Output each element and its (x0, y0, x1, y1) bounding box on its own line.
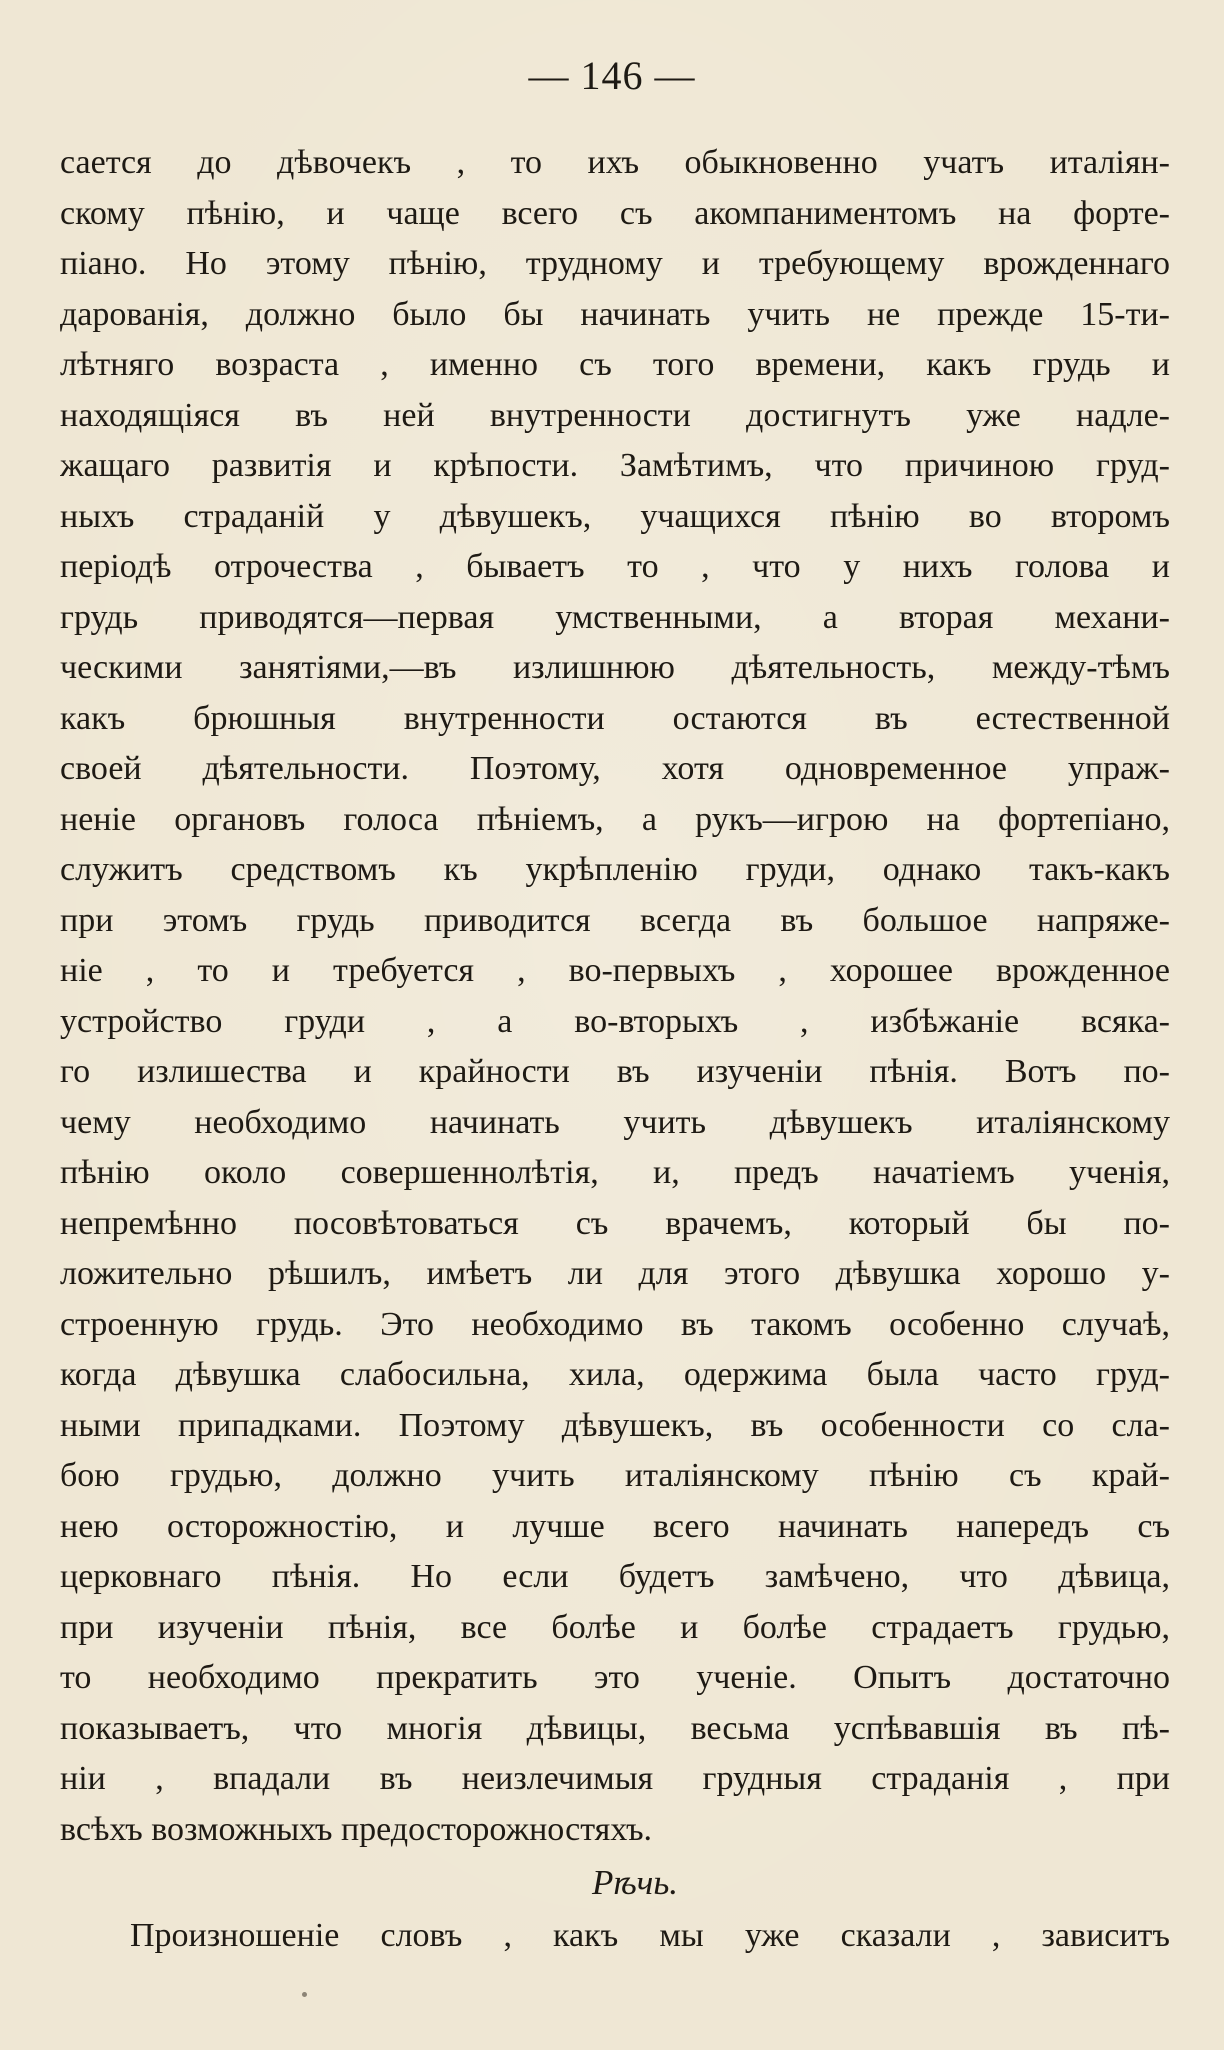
text-line: ложительно рѣшилъ, имѣетъ ли для этого дѣвушка хорошо у- (60, 1255, 1170, 1292)
text-line: ніе , то и требуется , во-первыхъ , хорошее врожденное (60, 952, 1170, 989)
text-line: церковнаго пѣнія. Но если будетъ замѣчено, что дѣвица, (60, 1558, 1170, 1595)
section-heading: Рѣчь. (591, 1863, 679, 1902)
text-line: ческими занятіями,—въ излишнюю дѣятельность, между-тѣмъ (60, 649, 1170, 686)
text-line: неніе органовъ голоса пѣніемъ, а рукъ—игрою на фортепіано, (60, 800, 1170, 838)
text-line: то необходимо прекратить это ученіе. Опытъ достаточно (60, 1659, 1170, 1696)
text-line: грудь приводятся—первая умственными, а вторая механи- (60, 598, 1170, 636)
section-first-line: Произношеніе словъ , какъ мы уже сказали , зависитъ (130, 1917, 1170, 1954)
text-line: ными припадками. Поэтому дѣвушекъ, въ особенности со сла- (60, 1406, 1170, 1444)
page-number: — 146 — (528, 53, 696, 98)
text-line: піано. Но этому пѣнію, трудному и требующему врожденнаго (60, 245, 1170, 282)
text-line: ныхъ страданій у дѣвушекъ, учащихся пѣнію во второмъ (60, 497, 1170, 535)
text-line: жащаго развитія и крѣпости. Замѣтимъ, что причиною груд- (60, 447, 1170, 484)
text-line: показываетъ, что многія дѣвицы, весьма успѣвавшія въ пѣ- (60, 1709, 1170, 1747)
text-line: дарованія, должно было бы начинать учить не прежде 15-ти- (60, 295, 1170, 333)
text-line: нею осторожностію, и лучше всего начинать напередъ съ (60, 1507, 1170, 1545)
text-line: чему необходимо начинать учить дѣвушекъ италіянскому (60, 1103, 1170, 1141)
print-speck (302, 1992, 307, 1997)
text-line: всѣхъ возможныхъ предосторожностяхъ. (60, 1810, 653, 1848)
text-line: устройство груди , а во-вторыхъ , избѣжаніе всяка- (60, 1002, 1170, 1040)
text-line: при этомъ грудь приводится всегда въ большое напряже- (60, 901, 1170, 939)
text-line: находящіяся въ ней внутренности достигнутъ уже надле- (60, 396, 1170, 434)
text-line: непремѣнно посовѣтоваться съ врачемъ, который бы по- (60, 1204, 1170, 1242)
text-line: бою грудью, должно учить италіянскому пѣнію съ край- (60, 1457, 1170, 1494)
text-line: лѣтняго возраста , именно съ того времени, какъ грудь и (60, 346, 1170, 383)
text-line: при изученіи пѣнія, все болѣе и болѣе страдаетъ грудью, (60, 1608, 1170, 1646)
text-line: ніи , впадали въ неизлечимыя грудныя страданія , при (60, 1760, 1170, 1797)
text-line: сается до дѣвочекъ , то ихъ обыкновенно учатъ италіян- (60, 144, 1170, 181)
text-line: своей дѣятельности. Поэтому, хотя одновременное упраж- (60, 750, 1170, 787)
text-line: го излишества и крайности въ изученіи пѣнія. Вотъ по- (60, 1053, 1170, 1090)
text-line: какъ брюшныя внутренности остаются въ естественной (60, 699, 1170, 737)
text-line: скому пѣнію, и чаще всего съ акомпаниментомъ на форте- (60, 194, 1170, 232)
text-line: пѣнію около совершеннолѣтія, и, предъ начатіемъ ученія, (60, 1154, 1170, 1191)
text-line: строенную грудь. Это необходимо въ такомъ особенно случаѣ, (60, 1305, 1170, 1343)
text-line: періодѣ отрочества , бываетъ то , что у нихъ голова и (60, 548, 1170, 585)
text-line: когда дѣвушка слабосильна, хила, одержима была часто груд- (60, 1356, 1170, 1393)
text-line: служитъ средствомъ къ укрѣпленію груди, однако такъ-какъ (60, 851, 1170, 888)
body-text (60, 138, 1170, 1962)
